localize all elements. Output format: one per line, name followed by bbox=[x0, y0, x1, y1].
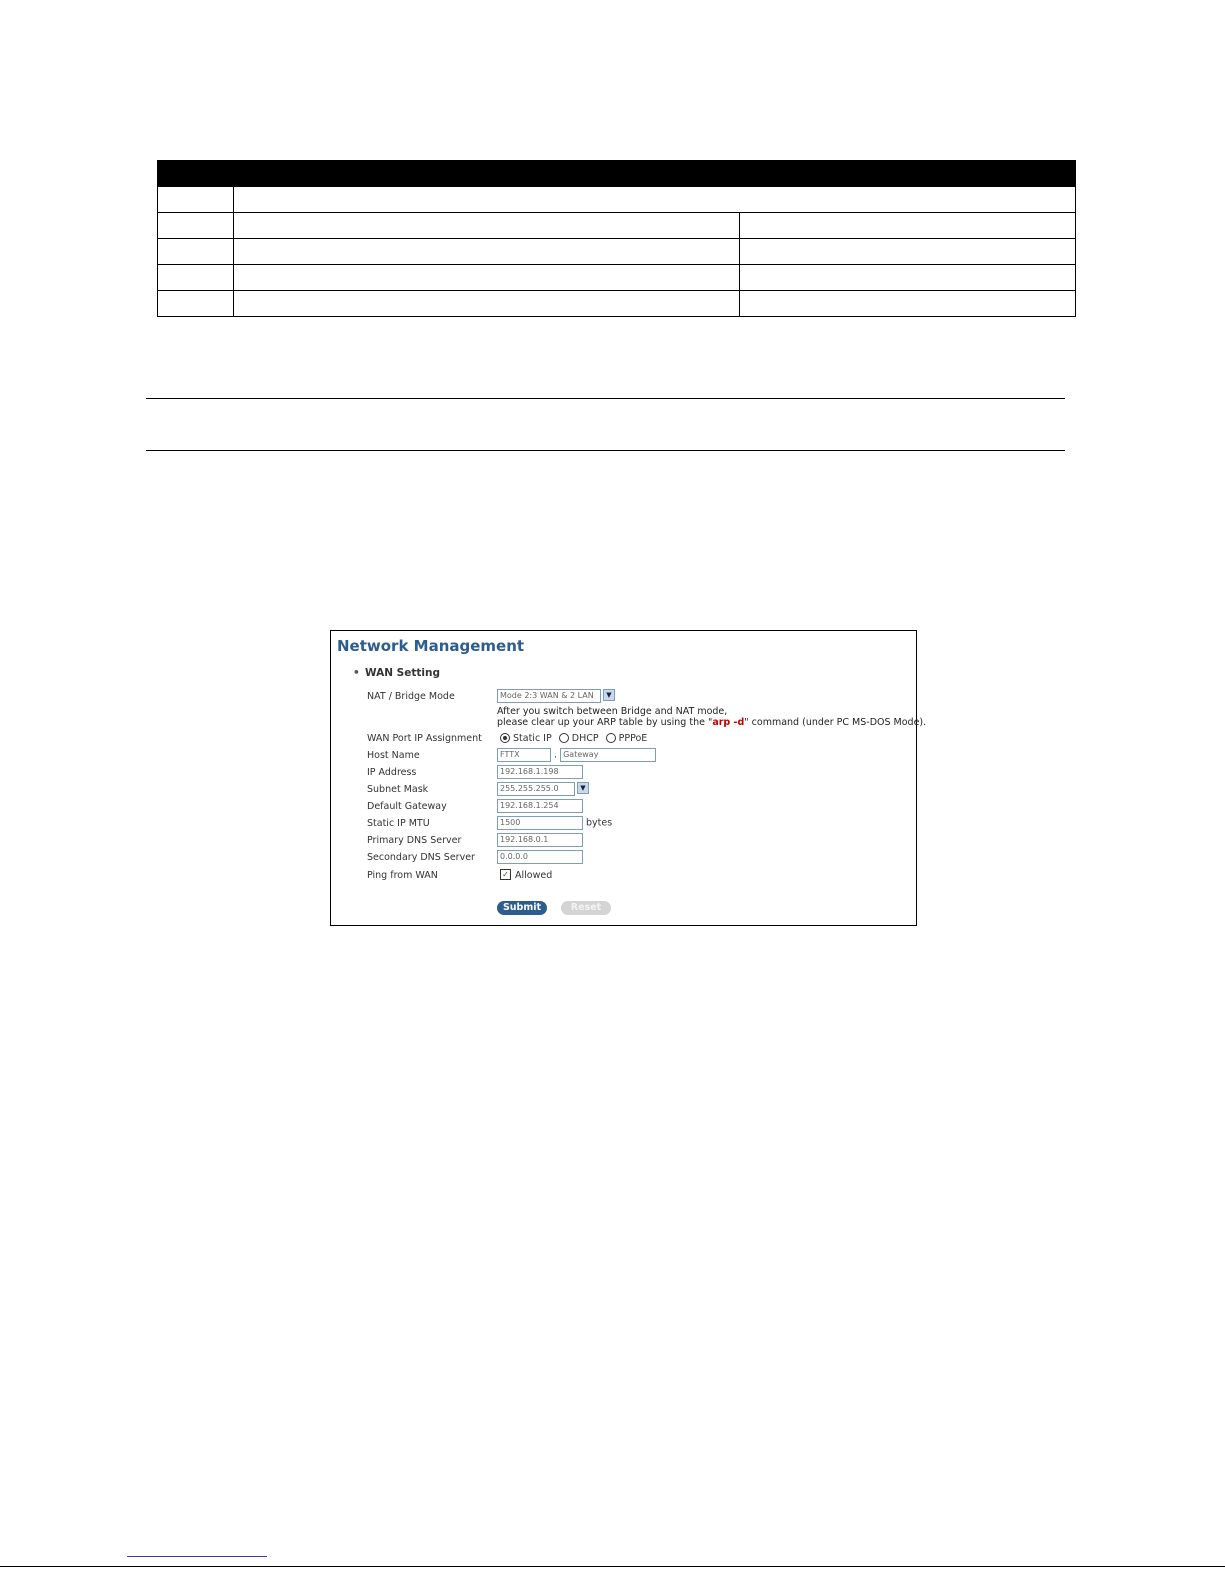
page-title: Network Management bbox=[337, 637, 525, 655]
secondary-dns-field bbox=[497, 850, 583, 864]
mode-note-line1: After you switch between Bridge and NAT mode, bbox=[497, 706, 728, 717]
note-text: " command (under PC MS-DOS Mode). bbox=[744, 717, 927, 728]
table-header-row bbox=[158, 161, 1076, 187]
section-heading bbox=[353, 667, 440, 679]
footer-link-underline bbox=[127, 1556, 267, 1557]
host-name-input[interactable]: FTTX bbox=[497, 748, 551, 762]
mode-note-line2 bbox=[497, 717, 926, 728]
table-row bbox=[158, 239, 1076, 265]
section-label: WAN Setting bbox=[365, 667, 440, 679]
note-bottom-rule bbox=[146, 450, 1065, 451]
note-text: please clear up your ARP table by using the " bbox=[497, 717, 713, 728]
secondary-dns-label: Secondary DNS Server bbox=[367, 852, 475, 863]
reset-button[interactable]: Reset bbox=[561, 901, 611, 915]
radio-pppoe[interactable] bbox=[606, 733, 616, 743]
chevron-down-icon[interactable]: ▼ bbox=[603, 689, 615, 701]
table-row bbox=[158, 265, 1076, 291]
nat-bridge-mode-select[interactable] bbox=[497, 689, 615, 703]
primary-dns-field bbox=[497, 833, 583, 847]
nat-bridge-mode-value: Mode 2:3 WAN & 2 LAN bbox=[497, 689, 601, 703]
nat-bridge-mode-label: NAT / Bridge Mode bbox=[367, 691, 455, 702]
subnet-mask-value: 255.255.255.0 bbox=[497, 782, 575, 796]
domain-name-input[interactable]: Gateway bbox=[560, 748, 656, 762]
bullet-icon: • bbox=[353, 667, 360, 679]
host-name-fields bbox=[497, 748, 656, 762]
network-management-panel bbox=[330, 630, 927, 926]
document-table bbox=[157, 160, 1076, 317]
chevron-down-icon[interactable]: ▼ bbox=[577, 782, 589, 794]
submit-button[interactable]: Submit bbox=[497, 901, 547, 915]
secondary-dns-input[interactable]: 0.0.0.0 bbox=[497, 850, 583, 864]
table-row bbox=[158, 291, 1076, 317]
mtu-unit: bytes bbox=[586, 817, 613, 829]
wan-ip-assignment-radios bbox=[500, 733, 647, 744]
table-row bbox=[158, 213, 1076, 239]
allowed-checkbox[interactable]: ✓ bbox=[500, 869, 511, 880]
subnet-mask-label: Subnet Mask bbox=[367, 784, 429, 795]
wan-ip-assignment-label: WAN Port IP Assignment bbox=[367, 733, 482, 744]
radio-label: DHCP bbox=[571, 733, 599, 744]
radio-static-ip[interactable] bbox=[500, 733, 510, 743]
footer-rule bbox=[0, 1566, 1225, 1567]
static-ip-mtu-field bbox=[497, 816, 612, 830]
default-gateway-field bbox=[497, 799, 583, 813]
default-gateway-input[interactable]: 192.168.1.254 bbox=[497, 799, 583, 813]
default-gateway-label: Default Gateway bbox=[367, 801, 447, 812]
primary-dns-label: Primary DNS Server bbox=[367, 835, 462, 846]
static-ip-mtu-label: Static IP MTU bbox=[367, 818, 430, 829]
ping-from-wan-label: Ping from WAN bbox=[367, 870, 438, 881]
radio-dhcp[interactable] bbox=[559, 733, 569, 743]
static-ip-mtu-input[interactable]: 1500 bbox=[497, 816, 583, 830]
radio-label: Static IP bbox=[513, 733, 552, 744]
allowed-label: Allowed bbox=[515, 870, 553, 881]
ip-address-input[interactable]: 192.168.1.198 bbox=[497, 765, 583, 779]
subnet-mask-select[interactable] bbox=[497, 782, 589, 796]
ping-from-wan-field bbox=[500, 870, 552, 881]
ip-address-label: IP Address bbox=[367, 767, 417, 778]
table-row bbox=[158, 187, 1076, 213]
host-name-label: Host Name bbox=[367, 750, 420, 761]
host-name-separator: . bbox=[554, 749, 558, 761]
note-top-rule bbox=[146, 398, 1065, 399]
primary-dns-input[interactable]: 192.168.0.1 bbox=[497, 833, 583, 847]
arp-command: arp -d bbox=[712, 717, 745, 728]
radio-label: PPPoE bbox=[618, 733, 648, 744]
ip-address-field bbox=[497, 765, 583, 779]
